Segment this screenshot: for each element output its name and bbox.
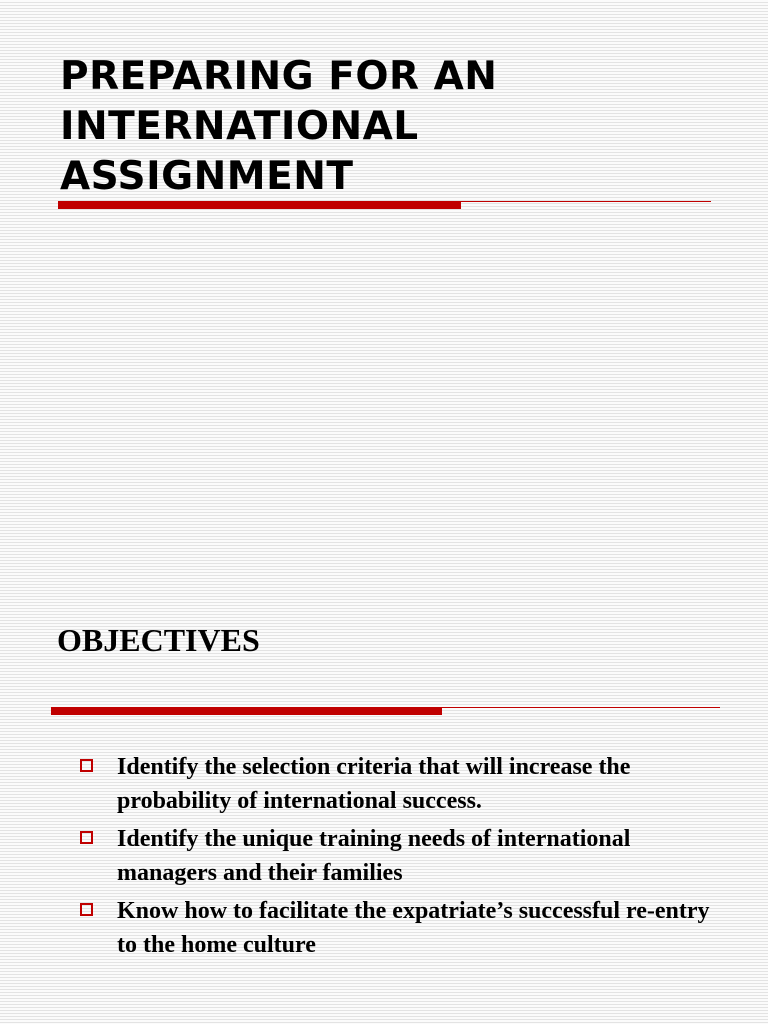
list-item xyxy=(75,894,725,962)
list-item-text: Identify the selection criteria that will increase the probability of international success. xyxy=(117,754,631,814)
objectives-heading: OBJECTIVES xyxy=(57,622,260,658)
heading-underline-thin xyxy=(442,707,720,708)
title-underline-thick xyxy=(58,201,461,209)
hollow-square-bullet-icon xyxy=(80,903,93,916)
slide-title: PREPARING FOR AN INTERNATIONAL ASSIGNMENT xyxy=(60,54,498,199)
objectives-list xyxy=(75,750,725,966)
list-item-text: Identify the unique training needs of international managers and their families xyxy=(117,826,631,886)
title-underline-thin xyxy=(461,201,711,202)
heading-underline-thick xyxy=(51,707,442,715)
list-item-text: Know how to facilitate the expatriate’s successful re-entry to the home culture xyxy=(117,898,710,958)
hollow-square-bullet-icon xyxy=(80,831,93,844)
list-item xyxy=(75,750,725,818)
objectives-slide xyxy=(0,590,768,1024)
list-item xyxy=(75,822,725,890)
hollow-square-bullet-icon xyxy=(80,759,93,772)
